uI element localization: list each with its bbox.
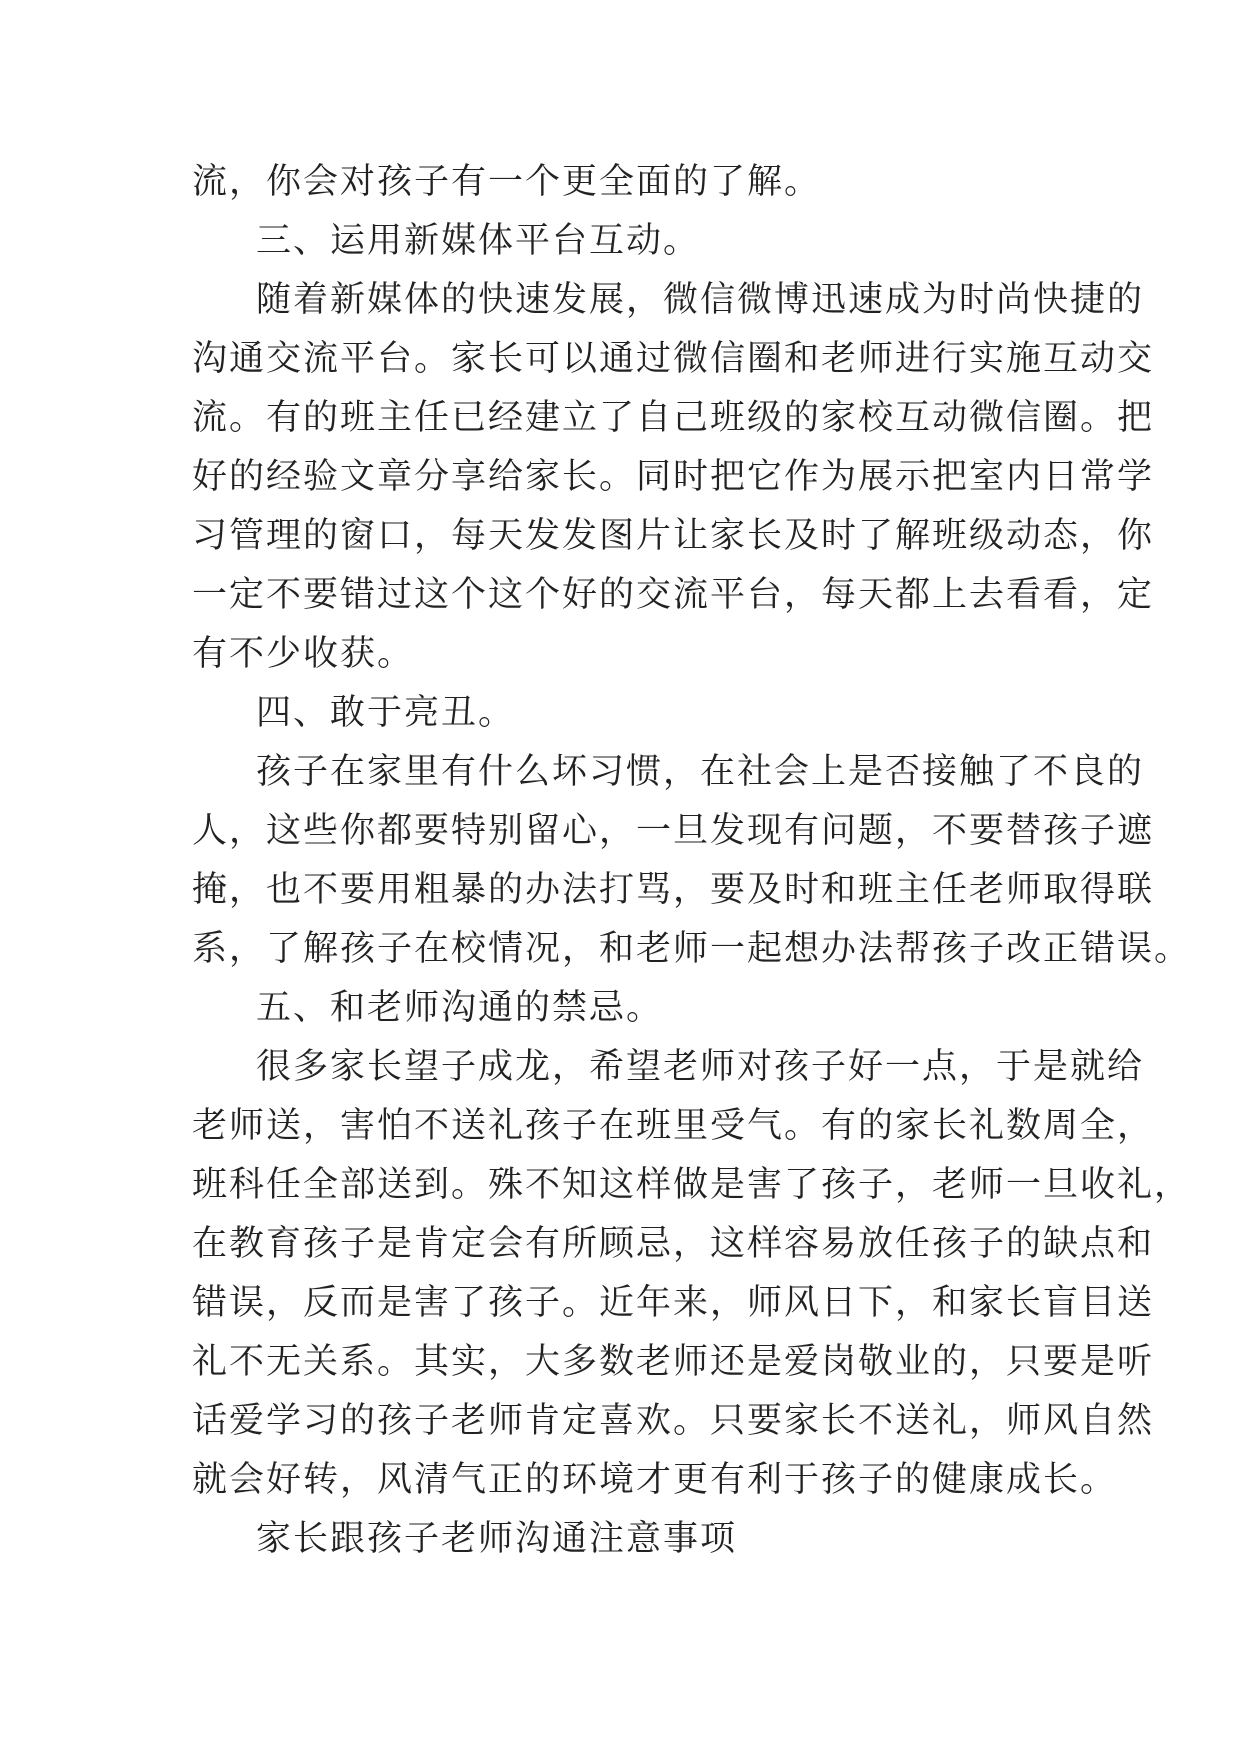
section-heading: 五、和老师沟通的禁忌。: [256, 988, 664, 1028]
text-line: 在教育孩子是肯定会有所顾忌，这样容易放任孩子的缺点和: [192, 1224, 1155, 1264]
text-line: 人，这些你都要特别留心，一旦发现有问题，不要替孩子遮: [192, 811, 1155, 851]
text-line: 孩子在家里有什么坏习惯，在社会上是否接触了不良的: [256, 752, 1145, 792]
text-line: 好的经验文章分享给家长。同时把它作为展示把室内日常学: [192, 457, 1155, 497]
text-line: 就会好转，风清气正的环境才更有利于孩子的健康成长。: [192, 1460, 1118, 1500]
text-line: 流，你会对孩子有一个更全面的了解。: [192, 162, 822, 202]
text-line: 习管理的窗口，每天发发图片让家长及时了解班级动态，你: [192, 516, 1155, 556]
text-line: 掩，也不要用粗暴的办法打骂，要及时和班主任老师取得联: [192, 870, 1155, 910]
section-heading: 三、运用新媒体平台互动。: [256, 221, 701, 261]
text-line: 话爱学习的孩子老师肯定喜欢。只要家长不送礼，师风自然: [192, 1401, 1155, 1441]
section-heading: 四、敢于亮丑。: [256, 693, 516, 733]
text-line: 随着新媒体的快速发展，微信微博迅速成为时尚快捷的: [256, 280, 1145, 320]
text-line: 老师送，害怕不送礼孩子在班里受气。有的家长礼数周全，: [192, 1106, 1155, 1146]
text-line: 错误，反而是害了孩子。近年来，师风日下，和家长盲目送: [192, 1283, 1155, 1323]
section-heading: 家长跟孩子老师沟通注意事项: [256, 1519, 738, 1559]
text-line: 流。有的班主任已经建立了自己班级的家校互动微信圈。把: [192, 398, 1155, 438]
text-line: 一定不要错过这个这个好的交流平台，每天都上去看看，定: [192, 575, 1155, 615]
text-line: 礼不无关系。其实，大多数老师还是爱岗敬业的，只要是听: [192, 1342, 1155, 1382]
text-line: 沟通交流平台。家长可以通过微信圈和老师进行实施互动交: [192, 339, 1155, 379]
text-line: 系，了解孩子在校情况，和老师一起想办法帮孩子改正错误。: [192, 929, 1192, 969]
text-line: 班科任全部送到。殊不知这样做是害了孩子，老师一旦收礼，: [192, 1165, 1192, 1205]
text-line: 有不少收获。: [192, 634, 415, 674]
text-line: 很多家长望子成龙，希望老师对孩子好一点，于是就给: [256, 1047, 1145, 1087]
